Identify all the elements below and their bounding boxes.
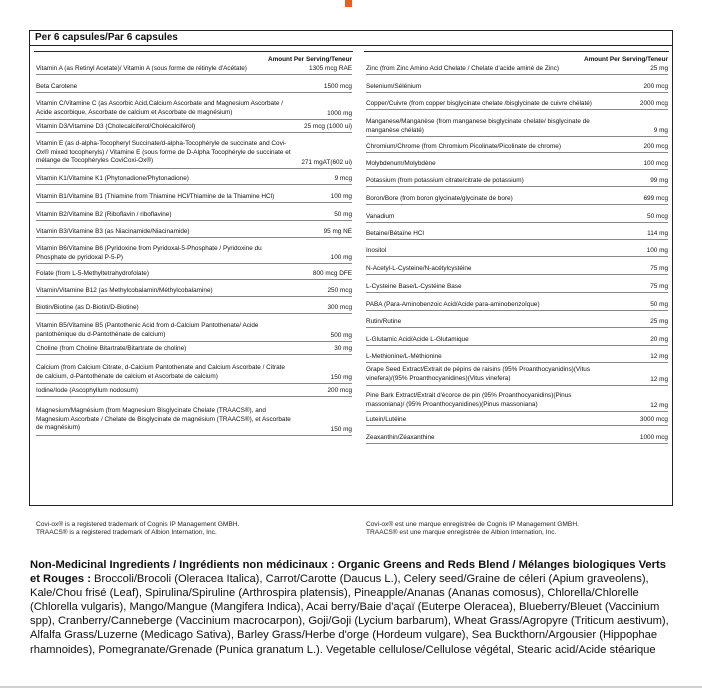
nutrient-name: Folate (from L-5-Methyltetrahydrofolate) bbox=[36, 270, 149, 277]
nutrient-row bbox=[366, 434, 668, 444]
nutrient-row bbox=[36, 100, 352, 120]
nutrient-row bbox=[366, 160, 668, 170]
nutrient-row bbox=[366, 265, 668, 275]
nutrient-name: Chromium/Chrome (from Chromium Picolinate/Picolinate de chrome) bbox=[366, 143, 561, 150]
nutrient-name: Calcium (from Calcium Citrate, d-Calcium Pantothenate and Calcium Ascorbate / Citrate de calcium, d-Pantothénate de calcium et Ascorbate de calcium) bbox=[36, 364, 285, 380]
nutrient-amount: 3000 mcg bbox=[639, 416, 668, 424]
nutrient-row bbox=[36, 123, 352, 133]
nutrient-amount: 25 mg bbox=[650, 65, 668, 73]
nutrient-amount: 200 mcg bbox=[643, 83, 668, 91]
nutrient-name: Manganese/Manganèse (from manganese bisglycinate chelate/ bisglycinate de manganèse chélaté) bbox=[366, 118, 590, 134]
nutrient-name: Zinc (from Zinc Amino Acid Chelate / Chelate d'acide aminé de Zinc) bbox=[366, 65, 560, 72]
brand-accent-mark bbox=[345, 0, 352, 7]
nutrient-row bbox=[366, 195, 668, 205]
nutrient-amount: 50 mg bbox=[334, 211, 352, 219]
nutrient-row bbox=[36, 193, 352, 203]
nutrient-row bbox=[36, 83, 352, 93]
nutrient-row bbox=[36, 364, 352, 384]
nutrient-row bbox=[36, 407, 352, 436]
nutrient-row bbox=[36, 211, 352, 221]
bottom-divider bbox=[0, 686, 702, 688]
ingredients-list: Broccoli/Brocoli (Oleracea Italica), Carrot/Carotte (Daucus L.), Celery seed/Graine de céleri (Apium graveolens), Kale/Chou frisé (Leaf), Spirulina/Spiruline (Arthrospira platensis), Pineapple/Ananas (Ananas comosus), Chlorella/Chlorelle (Chlorella vulgaris), Mango/Mangue (Mangifera Indica), Acai berry/Baie d'açaï (Euterpe Oleracea), Blueberry/Bleuet (Vaccinium spp), Cranberry/Canneberge (Vaccinium macrocarpon), Goji/Goji (Lycium barbarum), Wheat Grass/Agropyre (Triticum aestivum), Alfalfa Grass/Luzerne (Medicago Sativa), Barley Grass/Herbe d'orge (Hordeum vulgare), Sea Buckthorn/Argousier (Hippophae rhamnoides), Pomegranate/Grenade (Punica granatum L.). Vegetable cellulose/Cellulose végétal, Stearic acid/Acide stéarique bbox=[30, 573, 669, 656]
nutrient-name: Vitamin A (as Retinyl Acetate)/ Vitamin A (sous forme de rétinyle d'Acétate) bbox=[36, 65, 247, 72]
nutrient-name: Vitamin B3/Vitamine B3 (as Niacinamide/Niacinamide) bbox=[36, 228, 190, 235]
nutrient-row bbox=[366, 392, 668, 412]
nutrient-amount: 12 mg bbox=[650, 353, 668, 361]
nutrient-amount: 75 mg bbox=[650, 283, 668, 291]
nutrient-row bbox=[36, 345, 352, 355]
nutrient-row bbox=[36, 387, 352, 397]
nutrient-name: Vitamin B6/Vitamine B6 (Pyridoxine from Pyridoxal-5-Phosphate / Pyridoxine du Phosphate de pyridoxal P-5-P) bbox=[36, 245, 262, 261]
nutrient-name: Zeaxanthin/Zéaxanthine bbox=[366, 434, 435, 441]
nutrient-amount: 271 mgAT(602 ui) bbox=[301, 159, 352, 167]
trademark-note-en bbox=[36, 521, 239, 538]
nutrient-amount: 12 mg bbox=[650, 376, 668, 384]
nutrient-name: Vitamin/Vitamine B12 (as Methylcobalamin/Méthylcobalamine) bbox=[36, 287, 213, 294]
nutrient-name: Lutein/Lutéine bbox=[366, 416, 407, 423]
nutrient-name: Inositol bbox=[366, 247, 387, 254]
nutrient-name: Beta Carotene bbox=[36, 83, 78, 90]
nutrient-row bbox=[366, 247, 668, 257]
nutrient-amount: 699 mcg bbox=[643, 195, 668, 203]
nutrient-row bbox=[36, 228, 352, 238]
nutrient-amount: 150 mg bbox=[330, 374, 352, 382]
nutrient-name: Molybdenum/Molybdène bbox=[366, 160, 436, 167]
nutrient-name: Boron/Bore (from boron glycinate/glycinate de bore) bbox=[366, 195, 513, 202]
nutrient-amount: 50 mg bbox=[650, 301, 668, 309]
nutrient-amount: 500 mg bbox=[330, 332, 352, 340]
nutrient-amount: 25 mg bbox=[650, 318, 668, 326]
non-medicinal-ingredients bbox=[30, 558, 676, 657]
nutrient-name: Vitamin B2/Vitamine B2 (Riboflavin / riboflavine) bbox=[36, 211, 172, 218]
nutrient-row bbox=[366, 301, 668, 311]
nutrient-name: Potassium (from potassium citrate/citrate de potassium) bbox=[366, 177, 524, 184]
nutrient-amount: 100 mcg bbox=[643, 160, 668, 168]
nutrient-name: Rutin/Rutine bbox=[366, 318, 402, 325]
nutrient-name: Magnesium/Magnésium (from Magnesium Bisglycinate Chelate (TRAACS®), and Magnesium Ascorbate / Chelate de Bisglycinate de magnésium (TRAACS®), et Ascorbate de magnésium) bbox=[36, 407, 291, 432]
nutrient-amount: 30 mg bbox=[334, 345, 352, 353]
trademark-line: TRAACS® is a registered trademark of Albion Internation, Inc. bbox=[36, 529, 217, 537]
left-column-header: Amount Per Serving/Teneur bbox=[267, 56, 352, 63]
nutrient-row bbox=[366, 83, 668, 93]
nutrient-name: Choline (from Choline Bitartrate/Bitartrate de choline) bbox=[36, 345, 187, 352]
nutrient-name: L-Glutamic Acid/Acide L-Glutamique bbox=[366, 336, 469, 343]
nutrient-amount: 12 mg bbox=[650, 402, 668, 410]
ingredients-heading: Non-Medicinal Ingredients / Ingrédients non médicinaux : Organic Greens and Reds Blend / Mélanges biologiques Verts et Rouges : bbox=[30, 559, 666, 586]
nutrient-row bbox=[366, 366, 668, 386]
nutrient-row bbox=[366, 336, 668, 346]
nutrient-name: Betaine/Bétaïne HCl bbox=[366, 230, 424, 237]
nutrient-amount: 9 mg bbox=[653, 127, 668, 135]
nutrient-name: L-Cysteine Base/L-Cystéine Base bbox=[366, 283, 462, 290]
right-column bbox=[364, 51, 669, 501]
nutrient-name: Vitamin K1/Vitamine K1 (Phytonadione/Phytonadione) bbox=[36, 175, 189, 182]
trademark-line: Covi-ox® is a registered trademark of Cognis IP Management GMBH. bbox=[36, 521, 240, 528]
nutrient-amount: 300 mcg bbox=[327, 304, 352, 312]
nutrient-name: Vitamin E (as d-alpha-Tocopheryl Succinate/d-alpha-Tocophéryle de succinate and Covi-Ox® mixed tocopheryls) / Vitamine E (sous forme de D-Alpha Tocophéryle de succinate et mélange de Tocophéryles CoviCoxi-Ox®) bbox=[36, 140, 291, 165]
nutrient-row bbox=[366, 416, 668, 426]
nutrient-name: L-Methionine/L-Méthionine bbox=[366, 353, 442, 360]
nutrient-name: Selenium/Sélénium bbox=[366, 83, 422, 90]
nutrient-name: N-Acetyl-L-Cysteine/N-acétylcystéine bbox=[366, 265, 472, 272]
nutrient-row bbox=[36, 245, 352, 264]
serving-size-header: Per 6 capsules/Par 6 capsules bbox=[30, 31, 672, 46]
nutrient-row bbox=[366, 353, 668, 363]
nutrient-amount: 100 mg bbox=[330, 254, 352, 262]
nutrient-row bbox=[36, 175, 352, 185]
nutrient-name: Vitamin D3/Vitamine D3 (Cholecalciferol/Cholécalciférol) bbox=[36, 123, 196, 130]
nutrient-amount: 100 mg bbox=[330, 193, 352, 201]
nutrient-row bbox=[366, 230, 668, 240]
nutrient-row bbox=[366, 213, 668, 223]
right-column-header: Amount Per Serving/Teneur bbox=[583, 56, 668, 63]
nutrient-amount: 99 mg bbox=[650, 177, 668, 185]
nutrient-amount: 50 mcg bbox=[647, 213, 668, 221]
nutrient-name: Copper/Cuivre (from copper bisglycinate chelate /bisglycinate de cuivre chélaté) bbox=[366, 100, 592, 107]
nutrient-row bbox=[36, 270, 352, 280]
nutrient-name: Pine Bark Extract/Extrait d'écorce de pin (95% Proanthocyanidins)(Pinus massoniana)/ (95% Proanthocyanidines)(Pinus massoniana) bbox=[366, 392, 572, 408]
nutrient-amount: 95 mg NE bbox=[323, 228, 352, 236]
nutrient-name: Iodine/Iode (Ascophyllum nodosum) bbox=[36, 387, 138, 394]
nutrient-row bbox=[36, 65, 352, 75]
nutrient-row bbox=[366, 65, 668, 75]
nutrient-name: Grape Seed Extract/Extrait de pépins de raisins (95% Proanthocyanidins)(Vitus vinefera)/(95% Proanthocyanidines)(Vitus vinefera) bbox=[366, 366, 591, 382]
nutrient-amount: 100 mg bbox=[646, 247, 668, 255]
nutrient-amount: 114 mg bbox=[647, 230, 668, 238]
nutrient-row bbox=[36, 322, 352, 342]
nutrient-amount: 1000 mg bbox=[327, 110, 352, 118]
nutrient-row bbox=[366, 283, 668, 293]
nutrient-name: Vitamin B1/Vitamine B1 (Thiamine from Thiamine HCl/Thiamine de la Thiamine HCl) bbox=[36, 193, 275, 200]
nutrient-amount: 2000 mcg bbox=[639, 100, 668, 108]
nutrient-amount: 250 mcg bbox=[327, 287, 352, 295]
nutrient-row bbox=[36, 304, 352, 314]
nutrient-row bbox=[366, 177, 668, 187]
nutrient-amount: 800 mcg DFE bbox=[312, 270, 352, 278]
trademark-note-fr bbox=[366, 521, 579, 538]
nutrient-name: Biotin/Biotine (as D-Biotin/D-Biotine) bbox=[36, 304, 139, 311]
nutrient-amount: 25 mcg (1000 ui) bbox=[304, 123, 352, 131]
nutrient-row bbox=[366, 100, 668, 110]
nutrient-amount: 150 mg bbox=[330, 426, 352, 434]
left-column bbox=[34, 51, 353, 501]
nutrient-name: Vanadium bbox=[366, 213, 395, 220]
nutrient-amount: 1500 mcg bbox=[323, 83, 352, 91]
nutrient-row bbox=[366, 143, 668, 153]
nutrient-amount: 1000 mcg bbox=[639, 434, 668, 442]
nutrient-row bbox=[36, 140, 352, 169]
nutrient-amount: 20 mg bbox=[650, 336, 668, 344]
supplement-facts-panel bbox=[29, 30, 673, 506]
nutrient-name: Vitamin C/Vitamine C (as Ascorbic Acid,Calcium Ascorbate and Magnesium Ascorbate / Acide ascorbique, Ascorbate de calcium et Ascorbate de magnésium) bbox=[36, 100, 283, 116]
trademark-line: Covi-ox® est une marque enregistrée de Cognis IP Management GMBH. bbox=[366, 521, 579, 528]
nutrient-row bbox=[366, 318, 668, 328]
nutrient-row bbox=[366, 118, 668, 137]
nutrient-amount: 75 mg bbox=[650, 265, 668, 273]
nutrient-amount: 1305 mcg RAE bbox=[309, 65, 352, 73]
trademark-line: TRAACS® est une marque enregistrée de Albion Internation, Inc. bbox=[366, 529, 557, 537]
nutrient-amount: 200 mcg bbox=[327, 387, 352, 395]
nutrient-amount: 9 mcg bbox=[334, 175, 352, 183]
nutrient-amount: 200 mcg bbox=[643, 143, 668, 151]
nutrient-name: PABA (Para-Aminobenzoic Acid/Acide para-aminobenzoïque) bbox=[366, 301, 540, 308]
nutrient-row bbox=[36, 287, 352, 297]
nutrient-name: Vitamin B5/Vitamine B5 (Pantothenic Acid from d-Calcium Pantothenate/ Acide pantothénique du d-Pantothénate de calcium) bbox=[36, 322, 259, 338]
